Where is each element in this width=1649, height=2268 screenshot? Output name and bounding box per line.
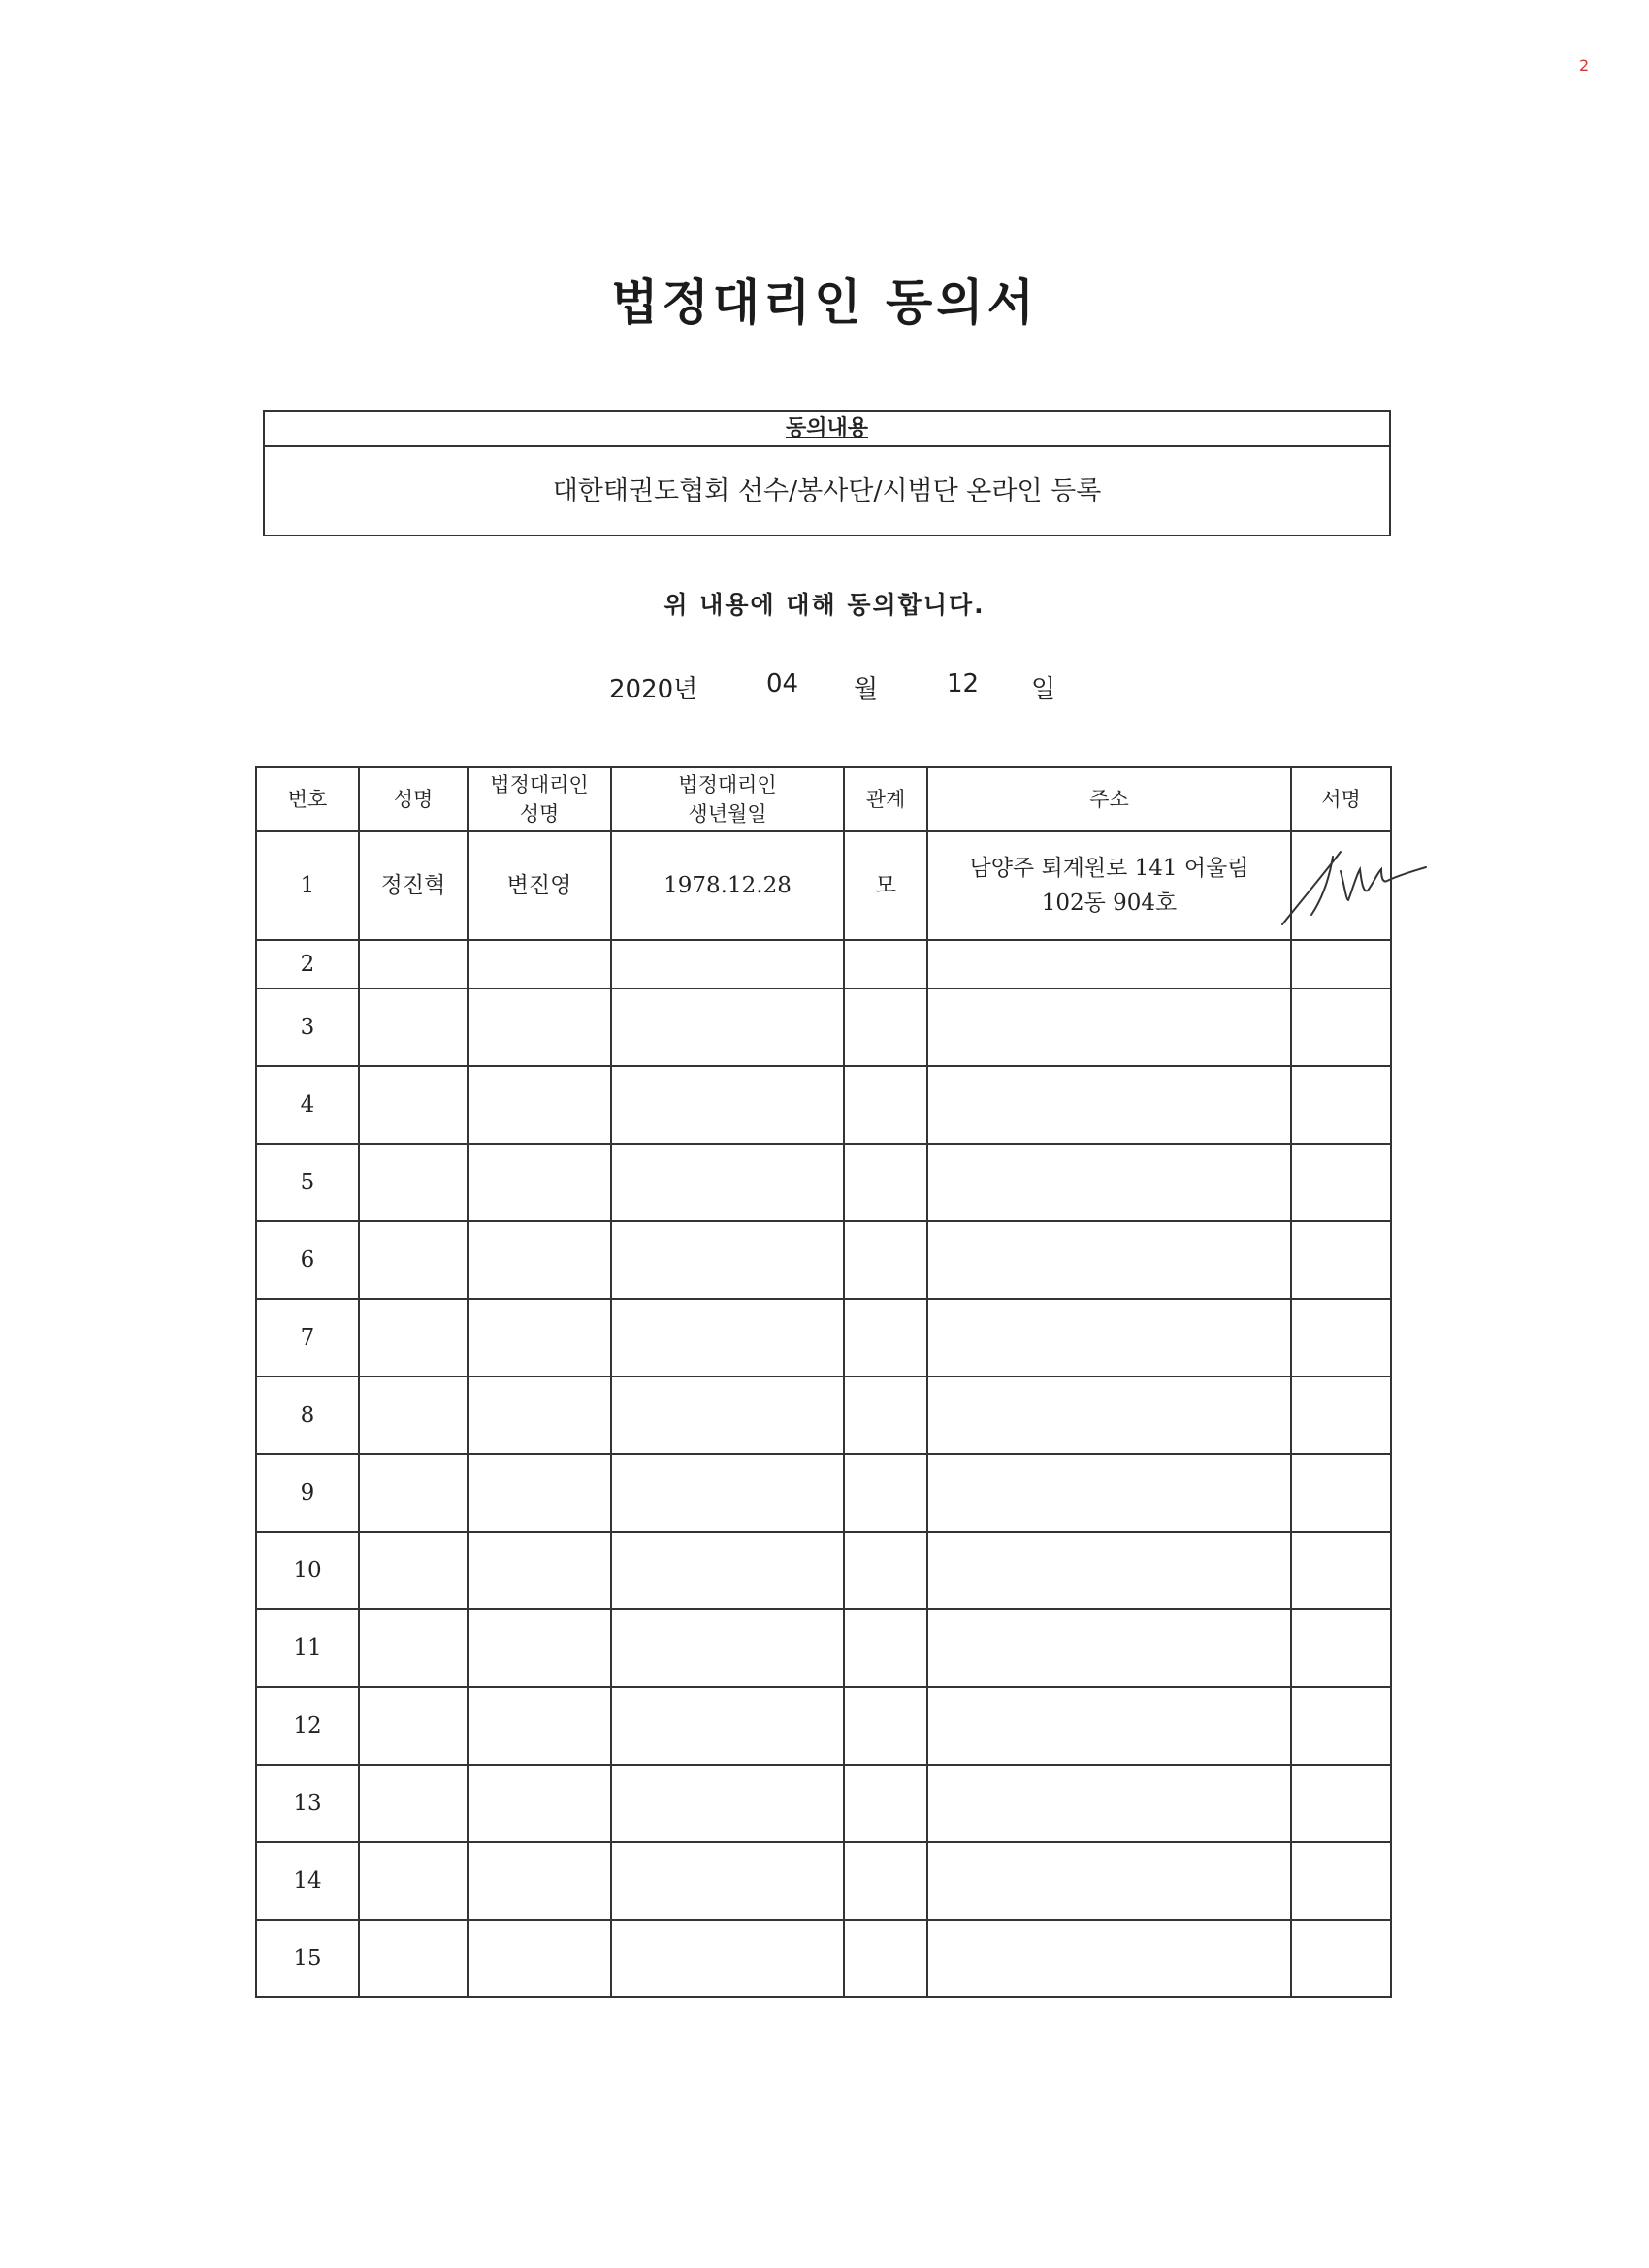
cell-no: 4	[256, 1066, 359, 1144]
consent-header	[265, 412, 1389, 447]
table-row	[256, 1144, 1391, 1221]
table-row	[256, 1377, 1391, 1454]
cell-no: 12	[256, 1687, 359, 1765]
cell-no: 15	[256, 1920, 359, 1997]
cell-guardian-birth: 1978.12.28	[611, 831, 844, 940]
table-row	[256, 1454, 1391, 1532]
header-name: 성명	[359, 767, 468, 831]
cell-name: 정진혁	[359, 831, 468, 940]
date-month: 04	[766, 669, 799, 698]
table-row	[256, 1299, 1391, 1377]
table-row	[256, 988, 1391, 1066]
header-signature: 서명	[1291, 767, 1391, 831]
table-row	[256, 1609, 1391, 1687]
cell-no: 9	[256, 1454, 359, 1532]
header-guardian-birth: 법정대리인 생년월일	[611, 767, 844, 831]
cell-no: 13	[256, 1765, 359, 1842]
cell-no: 14	[256, 1842, 359, 1920]
table-row	[256, 1532, 1391, 1609]
cell-no: 10	[256, 1532, 359, 1609]
date-year: 2020년	[609, 675, 698, 704]
header-no: 번호	[256, 767, 359, 831]
consent-header-label: 동의내용	[785, 416, 868, 440]
header-guardian-name: 법정대리인 성명	[468, 767, 611, 831]
date-line	[0, 669, 1649, 708]
date-month-unit: 월	[854, 675, 879, 704]
document-title: 법정대리인 동의서	[611, 275, 1038, 331]
consent-box	[263, 410, 1391, 536]
agreement-statement: 위 내용에 대해 동의합니다.	[663, 591, 986, 619]
table-row	[256, 1066, 1391, 1144]
cell-no: 11	[256, 1609, 359, 1687]
header-address: 주소	[927, 767, 1291, 831]
table-row	[256, 1687, 1391, 1765]
cell-no: 7	[256, 1299, 359, 1377]
cell-no: 5	[256, 1144, 359, 1221]
cell-address: 남양주 퇴계원로 141 어울림 102동 904호	[927, 831, 1291, 940]
table-row	[256, 940, 1391, 988]
cell-guardian-name: 변진영	[468, 831, 611, 940]
handwritten-signature	[1273, 832, 1428, 929]
cell-no: 1	[256, 831, 359, 940]
table-row	[256, 1920, 1391, 1997]
cell-no: 2	[256, 940, 359, 988]
page-mark: 2	[1579, 56, 1590, 75]
consent-body: 대한태권도협회 선수/봉사단/시범단 온라인 등록	[552, 476, 1102, 506]
date-day-unit: 일	[1031, 675, 1056, 704]
table-header-row	[256, 767, 1391, 831]
cell-relation: 모	[844, 831, 927, 940]
table-row	[256, 831, 1391, 940]
cell-signature	[1291, 831, 1391, 940]
cell-no: 3	[256, 988, 359, 1066]
cell-no: 8	[256, 1377, 359, 1454]
cell-no: 6	[256, 1221, 359, 1299]
table-row	[256, 1842, 1391, 1920]
date-day: 12	[947, 669, 980, 698]
guardian-table	[255, 766, 1392, 1998]
table-row	[256, 1221, 1391, 1299]
header-relation: 관계	[844, 767, 927, 831]
table-row	[256, 1765, 1391, 1842]
